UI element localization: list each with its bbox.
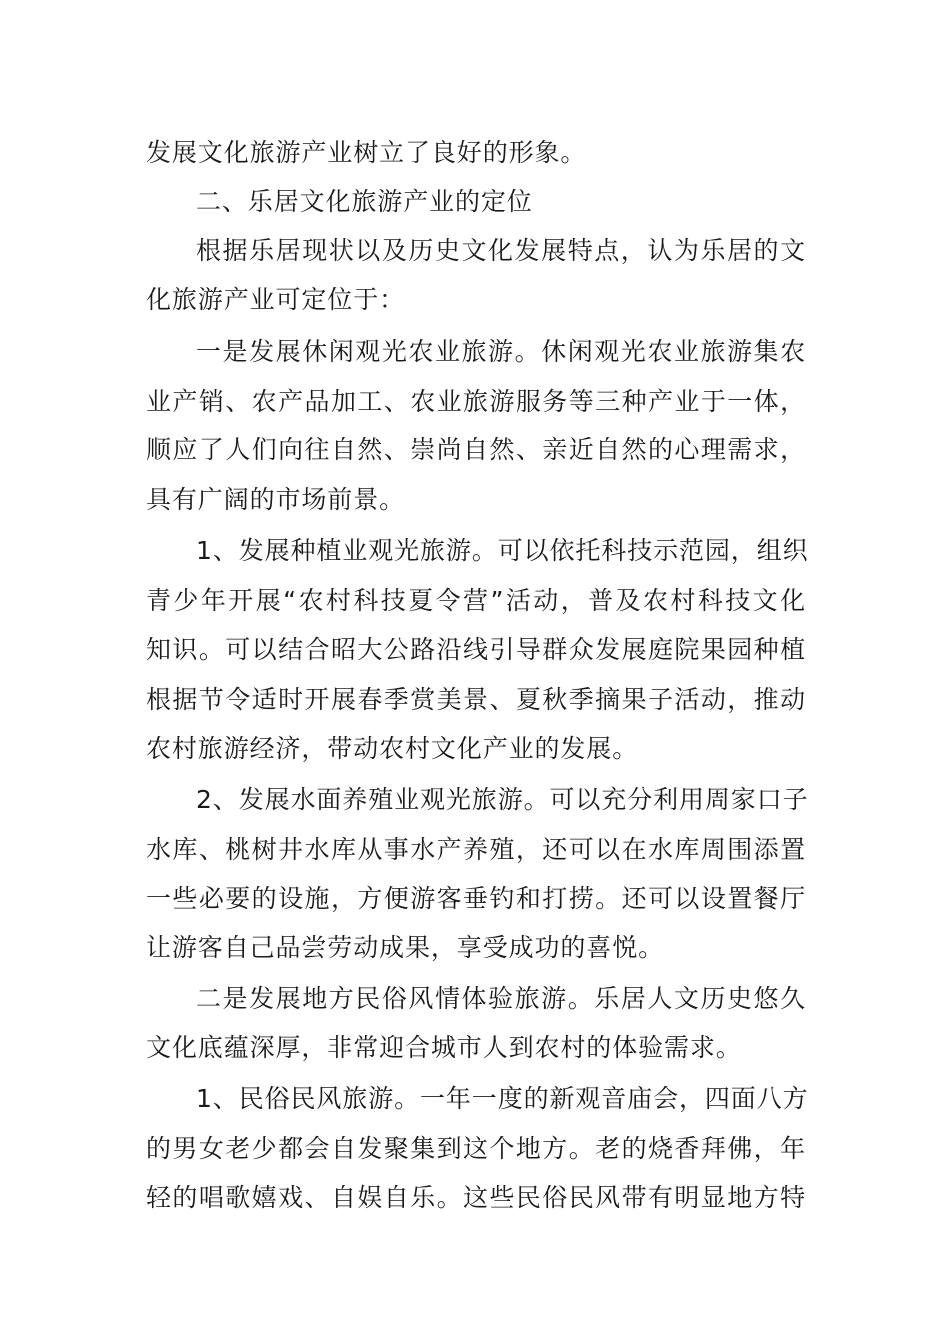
text-line: 具有广阔的市场前景。 bbox=[146, 485, 406, 514]
text-line: 1、发展种植业观光旅游。可以依托科技示范园，组织 bbox=[196, 536, 809, 565]
text-line: 一是发展休闲观光农业旅游。休闲观光农业旅游集农 bbox=[196, 337, 806, 366]
text-line: 轻的唱歌嬉戏、自娱自乐。这些民俗民风带有明显地方特 bbox=[146, 1183, 806, 1212]
text-line: 二是发展地方民俗风情体验旅游。乐居人文历史悠久 bbox=[196, 984, 806, 1013]
text-line: 根据乐居现状以及历史文化发展特点，认为乐居的文 bbox=[196, 236, 806, 265]
text-line: 化旅游产业可定位于： bbox=[146, 285, 406, 314]
text-line: 发展文化旅游产业树立了良好的形象。 bbox=[146, 138, 587, 167]
text-line: 文化底蕴深厚，非常迎合城市人到农村的体验需求。 bbox=[146, 1033, 742, 1062]
text-line: 1、民俗民风旅游。一年一度的新观音庙会，四面八方 bbox=[196, 1084, 809, 1113]
text-line: 根据节令适时开展春季赏美景、夏秋季摘果子活动，推动 bbox=[146, 685, 806, 714]
text-line: 一些必要的设施，方便游客垂钓和打捞。还可以设置餐厅 bbox=[146, 884, 806, 913]
text-line: 农村旅游经济，带动农村文化产业的发展。 bbox=[146, 734, 639, 763]
text-line: 业产销、农产品加工、农业旅游服务等三种产业于一体， bbox=[146, 387, 806, 416]
section-heading: 二、乐居文化旅游产业的定位 bbox=[196, 187, 533, 216]
text-line: 2、发展水面养殖业观光旅游。可以充分利用周家口子 bbox=[196, 785, 809, 814]
text-line: 顺应了人们向往自然、崇尚自然、亲近自然的心理需求， bbox=[146, 435, 806, 464]
text-line: 让游客自己品尝劳动成果，享受成功的喜悦。 bbox=[146, 933, 665, 962]
text-line: 知识。可以结合昭大公路沿线引导群众发展庭院果园种植 bbox=[146, 635, 806, 664]
text-line: 的男女老少都会自发聚集到这个地方。老的烧香拜佛，年 bbox=[146, 1134, 806, 1163]
text-line: 青少年开展“农村科技夏令营”活动，普及农村科技文化 bbox=[146, 586, 806, 615]
text-line: 水库、桃树井水库从事水产养殖，还可以在水库周围添置 bbox=[146, 835, 806, 864]
